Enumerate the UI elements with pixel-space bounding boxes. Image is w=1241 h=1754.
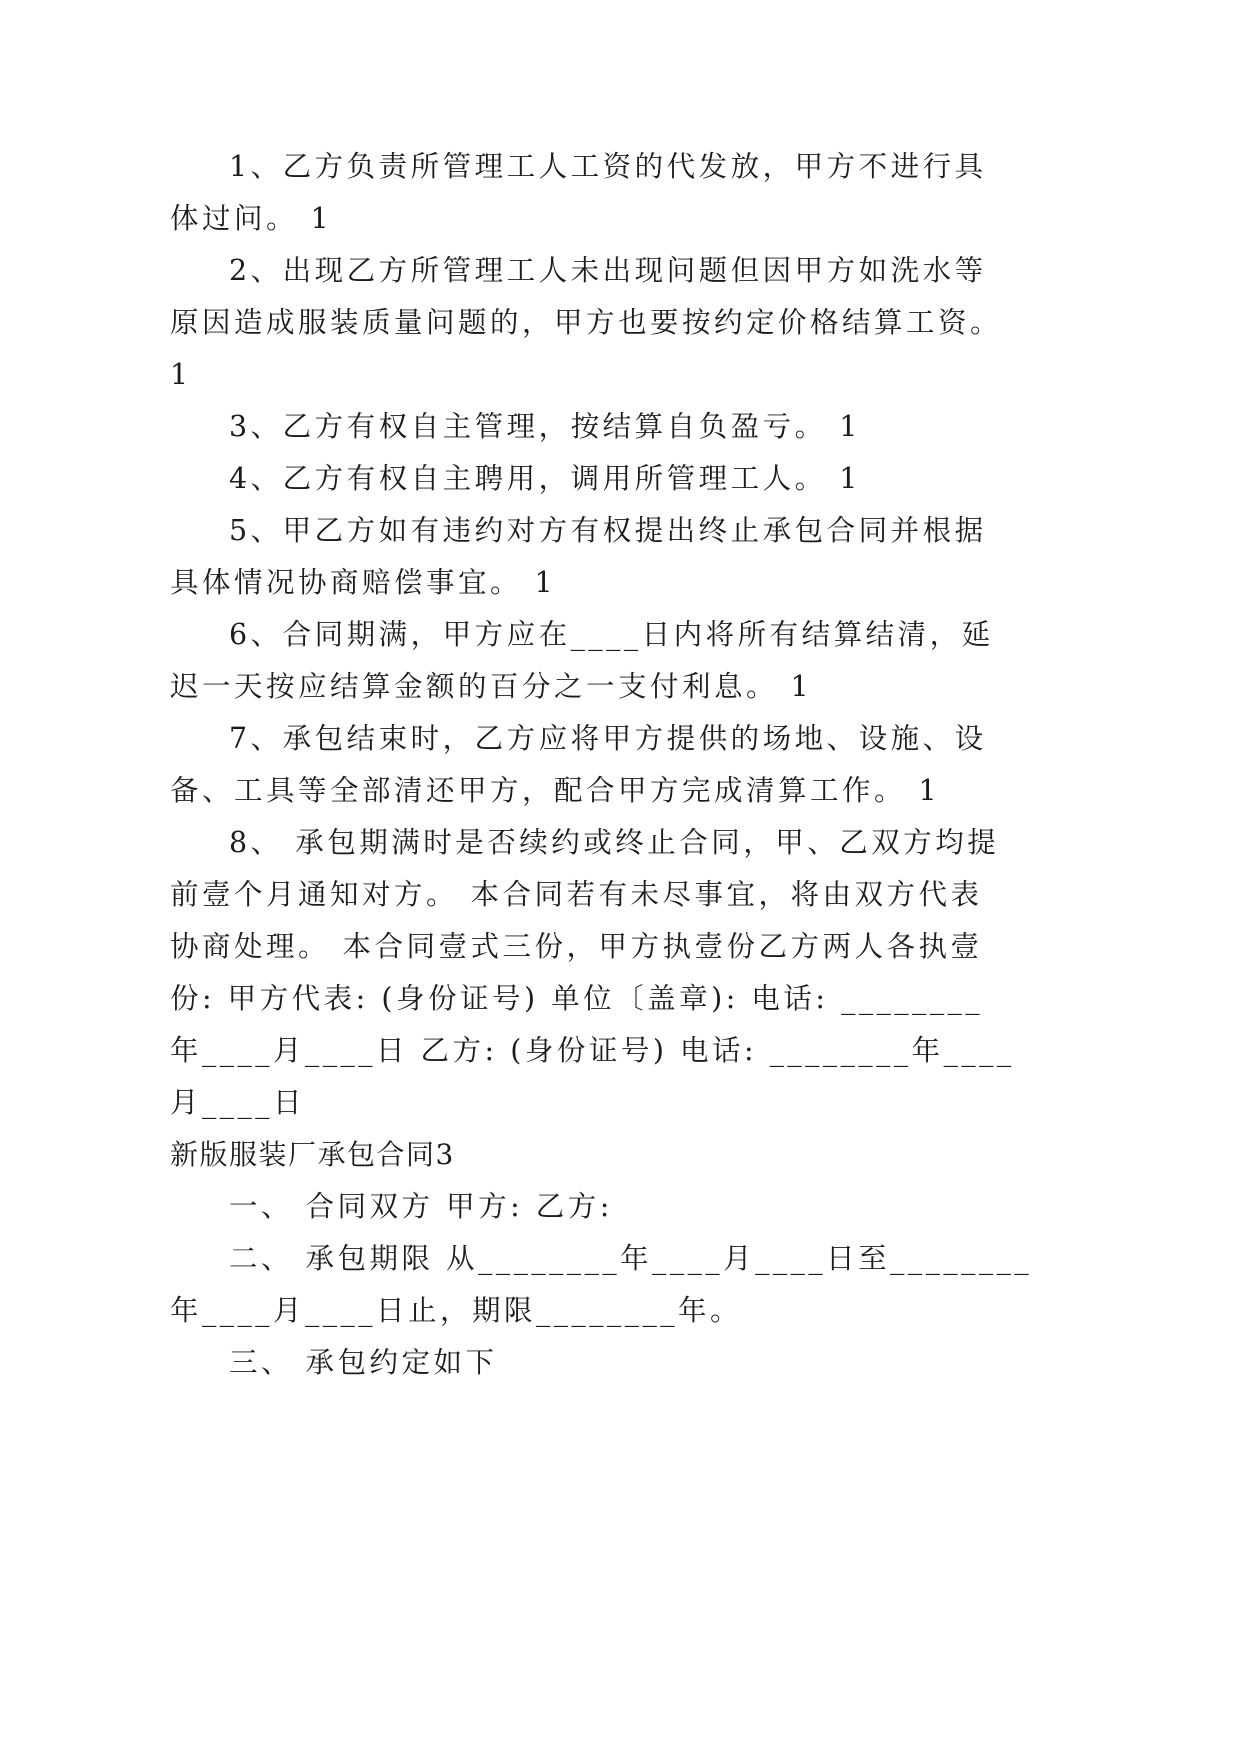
clause-4: 4、乙方有权自主聘用，调用所管理工人。 1 <box>229 462 861 495</box>
clause-3: 3、乙方有权自主管理，按结算自负盈亏。 1 <box>229 410 861 443</box>
clause-8-line-3: 协商处理。 本合同壹式三份，甲方执壹份乙方两人各执壹 <box>170 930 983 963</box>
clause-8-line-2: 前壹个月通知对方。 本合同若有未尽事宜，将由双方代表 <box>170 878 983 911</box>
clause-1-line-2: 体过问。 1 <box>170 202 333 235</box>
signature-line-3: 月____日 <box>170 1086 306 1119</box>
section-2-term-line-1: 二、 承包期限 从________年____月____日至________ <box>229 1242 1033 1275</box>
clause-6-line-1: 6、合同期满，甲方应在____日内将所有结算结清，延 <box>229 618 994 651</box>
section-2-term-line-2: 年____月____日止，期限________年。 <box>170 1294 743 1327</box>
clause-2-line-3: 1 <box>170 358 192 391</box>
clause-7-line-2: 备、工具等全部清还甲方，配合甲方完成清算工作。 1 <box>170 774 941 807</box>
contract-3-heading: 新版服装厂承包合同3 <box>170 1138 455 1171</box>
section-1-parties: 一、 合同双方 甲方: 乙方: <box>229 1190 613 1223</box>
signature-line-2: 年____月____日 乙方: (身份证号) 电话: ________年____ <box>170 1034 1015 1067</box>
clause-6-line-2: 迟一天按应结算金额的百分之一支付利息。 1 <box>170 670 813 703</box>
clause-2-line-2: 原因造成服装质量问题的，甲方也要按约定价格结算工资。 <box>170 306 1003 339</box>
clause-5-line-1: 5、甲乙方如有违约对方有权提出终止承包合同并根据 <box>229 514 987 547</box>
clause-2-line-1: 2、出现乙方所管理工人未出现问题但因甲方如洗水等 <box>229 254 987 287</box>
clause-8-line-1: 8、 承包期满时是否续约或终止合同，甲、乙双方均提 <box>229 826 1000 859</box>
signature-line-1: 份: 甲方代表: (身份证号) 单位〔盖章): 电话: ________ <box>170 982 984 1015</box>
clause-7-line-1: 7、承包结束时，乙方应将甲方提供的场地、设施、设 <box>229 722 987 755</box>
clause-5-line-2: 具体情况协商赔偿事宜。 1 <box>170 566 557 599</box>
clause-1-line-1: 1、乙方负责所管理工人工资的代发放，甲方不进行具 <box>229 150 987 183</box>
section-3-heading: 三、 承包约定如下 <box>229 1346 498 1379</box>
